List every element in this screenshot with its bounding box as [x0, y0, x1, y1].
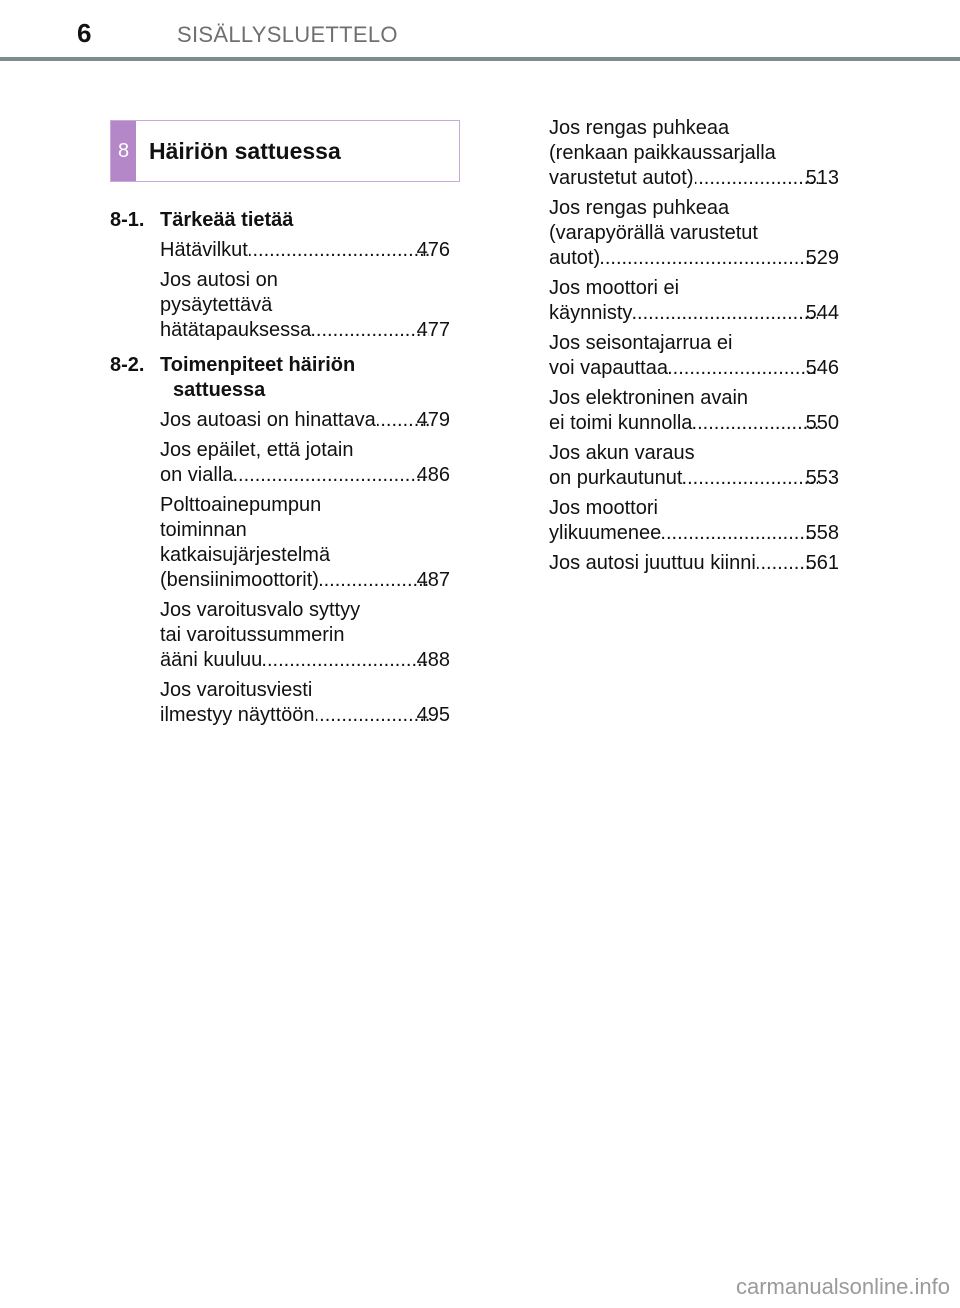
toc-dot-leader [316, 703, 429, 728]
toc-entry-line: katkaisujärjestelmä [160, 544, 331, 566]
toc-entry [549, 116, 839, 191]
toc-page-number: 476 [416, 239, 450, 261]
toc-chapter-heading [110, 208, 450, 233]
toc-page-number: 561 [805, 552, 839, 574]
toc-entry-last-line [160, 408, 450, 433]
toc-entry-text: hätätapauksessa [160, 319, 312, 341]
toc-entry-last-line [160, 238, 450, 263]
toc-entry [549, 331, 839, 381]
toc-dot-leader [693, 411, 817, 436]
toc-chapter-title: Tärkeää tietää [160, 209, 294, 231]
section-title: Häiriön sattuessa [149, 138, 341, 164]
toc-entry-line: Jos autosi on [160, 269, 278, 291]
toc-entry [160, 438, 450, 488]
section-tab-number: 8 [111, 121, 136, 181]
toc-left-column [110, 208, 450, 733]
toc-entry-line: Jos rengas puhkeaa [549, 197, 730, 219]
toc-entry-text: ääni kuuluu [160, 649, 263, 671]
toc-entry-last-line [160, 463, 450, 488]
toc-page-number: 544 [805, 302, 839, 324]
toc-chapter-entries [110, 238, 450, 343]
toc-entry-text: varustetut autot) [549, 167, 694, 189]
toc-page-number: 529 [805, 247, 839, 269]
toc-entry-text: autot) [549, 247, 601, 269]
toc-entry-line: Jos elektroninen avain [549, 387, 749, 409]
toc-page-number: 546 [805, 357, 839, 379]
toc-page-number: 477 [416, 319, 450, 341]
toc-entry-text: ilmestyy näyttöön [160, 704, 315, 726]
toc-entry [160, 493, 450, 593]
toc-page-number: 488 [416, 649, 450, 671]
toc-entry-text: Hätävilkut [160, 239, 248, 261]
toc-entry-line: (varapyörällä varustetut [549, 222, 758, 244]
toc-chapter-number: 8-2. [110, 354, 145, 376]
page-number: 6 [77, 18, 92, 48]
toc-entry-line: (renkaan paikkaussarjalla [549, 142, 776, 164]
toc-entry-text: voi vapauttaa [549, 357, 668, 379]
toc-entry [549, 496, 839, 546]
toc-entry [549, 551, 839, 576]
toc-entry-line: Jos epäilet, että jotain [160, 439, 354, 461]
toc-entry-last-line [549, 356, 839, 381]
toc-entry-last-line [549, 246, 839, 271]
toc-entry-line: Jos moottori [549, 497, 658, 519]
toc-chapter-number: 8-1. [110, 209, 145, 231]
toc-entry-last-line [549, 411, 839, 436]
toc-entry [160, 408, 450, 433]
toc-chapter-entries [110, 408, 450, 728]
toc-entry-last-line [549, 551, 839, 576]
toc-entry-line: pysäytettävä [160, 294, 273, 316]
toc-entry [160, 678, 450, 728]
toc-entry-last-line [549, 301, 839, 326]
toc-entry-text: käynnisty [549, 302, 633, 324]
toc-entry [160, 268, 450, 343]
toc-page-number: 486 [416, 464, 450, 486]
toc-entry-last-line [549, 166, 839, 191]
toc-entry-last-line [160, 648, 450, 673]
page-title: SISÄLLYSLUETTELO [177, 22, 398, 47]
toc-entry-line: Jos seisontajarrua ei [549, 332, 733, 354]
toc-entry-line: Jos varoitusvalo syttyy [160, 599, 361, 621]
page-header [0, 0, 960, 62]
toc-page-number: 558 [805, 522, 839, 544]
toc-entry [549, 386, 839, 436]
watermark: carmanualsonline.info [735, 1274, 950, 1299]
toc-entry-line: Jos moottori ei [549, 277, 680, 299]
toc-entry-last-line [549, 521, 839, 546]
toc-page-number: 553 [805, 467, 839, 489]
toc-entry-text: on purkautunut [549, 467, 683, 489]
toc-entry-line: toiminnan [160, 519, 247, 541]
toc-page-number: 495 [416, 704, 450, 726]
toc-entry-line: Jos varoitusviesti [160, 679, 313, 701]
toc-entry [549, 441, 839, 491]
toc-page-number: 487 [416, 569, 450, 591]
toc-entry-line: Jos rengas puhkeaa [549, 117, 730, 139]
toc-entry [160, 598, 450, 673]
toc-entry-text: on vialla [160, 464, 234, 486]
toc-dot-leader [669, 356, 818, 381]
toc-dot-leader [249, 238, 429, 263]
toc-dot-leader [320, 568, 429, 593]
toc-entry-text: ei toimi kunnolla [549, 412, 693, 434]
toc-entry [160, 238, 450, 263]
toc-entry-last-line [160, 568, 450, 593]
toc-entry-line: Jos akun varaus [549, 442, 695, 464]
toc-dot-leader [601, 246, 817, 271]
toc-page-number: 513 [805, 167, 839, 189]
toc-chapter-title: Toimenpiteet häiriön sattuessa [160, 354, 356, 401]
toc-page-number: 550 [805, 412, 839, 434]
section-heading [110, 120, 460, 182]
toc-dot-leader [683, 466, 817, 491]
toc-entry-text: Jos autosi juuttuu kiinni [549, 552, 756, 574]
toc-dot-leader [312, 318, 428, 343]
toc-entry-line: tai varoitussummerin [160, 624, 345, 646]
toc-entry-line: Polttoainepumpun [160, 494, 322, 516]
toc-entry [549, 196, 839, 271]
toc-dot-leader [633, 301, 817, 326]
toc-entry [549, 276, 839, 326]
toc-entry-last-line [160, 703, 450, 728]
toc-right-column [549, 116, 839, 581]
toc-entry-text: ylikuumenee [549, 522, 662, 544]
toc-dot-leader [234, 463, 428, 488]
toc-entry-text: (bensiinimoottorit) [160, 569, 319, 591]
toc-chapter-heading [110, 353, 450, 403]
toc-page-number: 479 [416, 409, 450, 431]
toc-entry-last-line [549, 466, 839, 491]
toc-dot-leader [695, 166, 818, 191]
toc-dot-leader [263, 648, 428, 673]
toc-dot-leader [662, 521, 817, 546]
toc-entry-text: Jos autoasi on hinattava [160, 409, 376, 431]
header-divider [0, 57, 960, 61]
toc-entry-last-line [160, 318, 450, 343]
